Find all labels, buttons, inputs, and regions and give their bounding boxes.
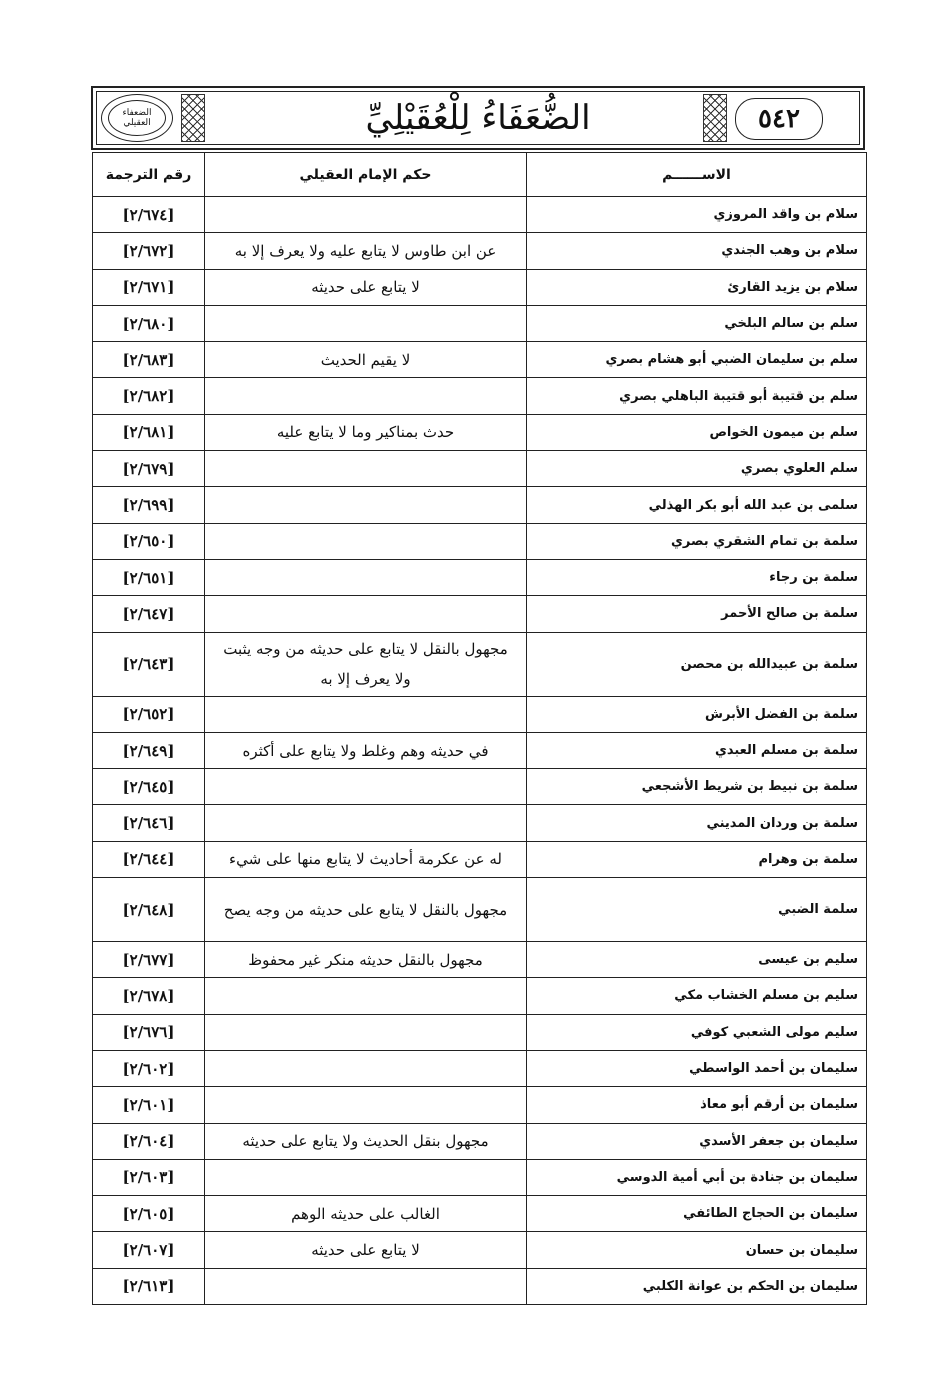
entry-number: [٢/٦٠٤] bbox=[93, 1123, 205, 1159]
entry-number: [٢/٦٧٤] bbox=[93, 197, 205, 233]
entry-number: [٢/٦٠١] bbox=[93, 1087, 205, 1123]
aqili-verdict bbox=[205, 197, 527, 233]
entry-number: [٢/٦٨١] bbox=[93, 414, 205, 450]
narrator-name: سلمة بن صالح الأحمر bbox=[527, 596, 867, 632]
narrator-name: سلمة بن تمام الشقري بصري bbox=[527, 523, 867, 559]
narrator-name: سلم بن ميمون الخواص bbox=[527, 414, 867, 450]
entry-number: [٢/٦٧٦] bbox=[93, 1014, 205, 1050]
narrator-name: سليمان بن أرقم أبو معاذ bbox=[527, 1087, 867, 1123]
aqili-verdict: مجهول بالنقل لا يتابع على حديثه من وجه يصح bbox=[205, 878, 527, 942]
narrator-name: سلمة بن وهرام bbox=[527, 841, 867, 877]
table-row bbox=[93, 1050, 867, 1086]
page-number: ٥٤٢ bbox=[735, 98, 823, 140]
entry-number: [٢/٦٤٩] bbox=[93, 732, 205, 768]
table-row bbox=[93, 559, 867, 595]
entry-number: [٢/٦٧٨] bbox=[93, 978, 205, 1014]
entry-number: [٢/٦٧١] bbox=[93, 269, 205, 305]
aqili-verdict: لا يتابع على حديثه bbox=[205, 1232, 527, 1268]
narrator-name: سلام بن واقد المروزي bbox=[527, 197, 867, 233]
narrator-name: سليمان بن الحجاج الطائفي bbox=[527, 1196, 867, 1232]
table-row bbox=[93, 1196, 867, 1232]
table-row bbox=[93, 197, 867, 233]
aqili-verdict bbox=[205, 559, 527, 595]
table-row bbox=[93, 342, 867, 378]
aqili-verdict: لا يتابع على حديثه bbox=[205, 269, 527, 305]
narrator-name: سليم بن عيسى bbox=[527, 942, 867, 978]
aqili-verdict: في حديثه وهم وغلط ولا يتابع على أكثره bbox=[205, 732, 527, 768]
table-row bbox=[93, 305, 867, 341]
narrator-name: سلمة الضبي bbox=[527, 878, 867, 942]
aqili-verdict bbox=[205, 1050, 527, 1086]
aqili-verdict bbox=[205, 523, 527, 559]
table-row bbox=[93, 878, 867, 942]
narrator-name: سلمة بن نبيط بن شريط الأشجعي bbox=[527, 769, 867, 805]
entry-number: [٢/٦٠٧] bbox=[93, 1232, 205, 1268]
entry-number: [٢/٦٤٣] bbox=[93, 632, 205, 696]
narrators-table bbox=[92, 152, 867, 1305]
entry-number: [٢/٦٠٥] bbox=[93, 1196, 205, 1232]
aqili-verdict: الغالب على حديثه الوهم bbox=[205, 1196, 527, 1232]
aqili-verdict bbox=[205, 1268, 527, 1304]
narrator-name: سليم بن مسلم الخشاب مكي bbox=[527, 978, 867, 1014]
aqili-verdict bbox=[205, 1087, 527, 1123]
entry-number: [٢/٦٥٠] bbox=[93, 523, 205, 559]
column-header-name: الاســــــم bbox=[527, 153, 867, 197]
aqili-verdict bbox=[205, 451, 527, 487]
narrator-name: سلمة بن مسلم العبدي bbox=[527, 732, 867, 768]
aqili-verdict: مجهول بالنقل لا يتابع على حديثه من وجه يثبت ولا يعرف إلا به bbox=[205, 632, 527, 696]
narrator-name: سليمان بن جنادة بن أبي أمية الدوسي bbox=[527, 1159, 867, 1195]
aqili-verdict bbox=[205, 805, 527, 841]
entry-number: [٢/٦٠٢] bbox=[93, 1050, 205, 1086]
narrator-name: سلم بن قتيبة أبو قتيبة الباهلي بصري bbox=[527, 378, 867, 414]
table-row bbox=[93, 841, 867, 877]
narrator-name: سلمة بن وردان المديني bbox=[527, 805, 867, 841]
narrator-name: سلم بن سالم البلخي bbox=[527, 305, 867, 341]
book-title: الضُّعَفَاءُ لِلْعُقَيْلِيِّ bbox=[365, 98, 591, 138]
table-row bbox=[93, 1268, 867, 1304]
entry-number: [٢/٦٥٢] bbox=[93, 696, 205, 732]
table-row bbox=[93, 769, 867, 805]
table-row bbox=[93, 233, 867, 269]
table-row bbox=[93, 378, 867, 414]
aqili-verdict bbox=[205, 487, 527, 523]
entry-number: [٢/٦٧٢] bbox=[93, 233, 205, 269]
table-row bbox=[93, 523, 867, 559]
narrator-name: سلم بن سليمان الضبي أبو هشام بصري bbox=[527, 342, 867, 378]
table-row bbox=[93, 414, 867, 450]
aqili-verdict: له عن عكرمة أحاديث لا يتابع منها على شيء bbox=[205, 841, 527, 877]
table-row bbox=[93, 596, 867, 632]
aqili-verdict: عن ابن طاوس لا يتابع عليه ولا يعرف إلا به bbox=[205, 233, 527, 269]
table-header-row bbox=[93, 153, 867, 197]
seal-text: الضعفاء العقيلي bbox=[108, 100, 166, 136]
table-body bbox=[93, 197, 867, 1305]
table-row bbox=[93, 696, 867, 732]
aqili-verdict bbox=[205, 596, 527, 632]
aqili-verdict bbox=[205, 378, 527, 414]
narrator-name: سليمان بن حسان bbox=[527, 1232, 867, 1268]
narrator-name: سلم العلوي بصري bbox=[527, 451, 867, 487]
entry-number: [٢/٦١٣] bbox=[93, 1268, 205, 1304]
aqili-verdict bbox=[205, 1159, 527, 1195]
aqili-verdict bbox=[205, 696, 527, 732]
narrator-name: سلمى بن عبد الله أبو بكر الهذلي bbox=[527, 487, 867, 523]
entry-number: [٢/٦٩٩] bbox=[93, 487, 205, 523]
entry-number: [٢/٦٨٢] bbox=[93, 378, 205, 414]
narrator-name: سلمة بن عبيدالله بن محصن bbox=[527, 632, 867, 696]
entry-number: [٢/٦٤٨] bbox=[93, 878, 205, 942]
narrator-name: سليمان بن الحكم بن عوانة الكلبي bbox=[527, 1268, 867, 1304]
table-row bbox=[93, 1014, 867, 1050]
narrator-name: سلام بن وهب الجندي bbox=[527, 233, 867, 269]
aqili-verdict bbox=[205, 978, 527, 1014]
narrator-name: سليمان بن أحمد الواسطي bbox=[527, 1050, 867, 1086]
entry-number: [٢/٦٨٣] bbox=[93, 342, 205, 378]
table-row bbox=[93, 732, 867, 768]
table-row bbox=[93, 1123, 867, 1159]
aqili-verdict: مجهول بنقل الحديث ولا يتابع على حديثه bbox=[205, 1123, 527, 1159]
entry-number: [٢/٦٧٧] bbox=[93, 942, 205, 978]
page-header-banner bbox=[91, 86, 865, 150]
entry-number: [٢/٦٨٠] bbox=[93, 305, 205, 341]
entry-number: [٢/٦٤٥] bbox=[93, 769, 205, 805]
table-row bbox=[93, 632, 867, 696]
aqili-verdict bbox=[205, 769, 527, 805]
column-header-ref: رقم الترجمة bbox=[93, 153, 205, 197]
narrator-name: سلمة بن الفضل الأبرش bbox=[527, 696, 867, 732]
aqili-verdict bbox=[205, 1014, 527, 1050]
aqili-verdict: مجهول بالنقل حديثه منكر غير محفوظ bbox=[205, 942, 527, 978]
entry-number: [٢/٦٥١] bbox=[93, 559, 205, 595]
table-row bbox=[93, 1159, 867, 1195]
narrator-name: سليمان بن جعفر الأسدي bbox=[527, 1123, 867, 1159]
table-row bbox=[93, 487, 867, 523]
aqili-verdict: لا يقيم الحديث bbox=[205, 342, 527, 378]
table-row bbox=[93, 1232, 867, 1268]
table-row bbox=[93, 805, 867, 841]
table-row bbox=[93, 978, 867, 1014]
entry-number: [٢/٦٤٧] bbox=[93, 596, 205, 632]
narrator-name: سلمة بن رجاء bbox=[527, 559, 867, 595]
narrator-name: سليم مولى الشعبي كوفي bbox=[527, 1014, 867, 1050]
narrator-name: سلام بن يزيد القارئ bbox=[527, 269, 867, 305]
table-row bbox=[93, 451, 867, 487]
entry-number: [٢/٦٠٣] bbox=[93, 1159, 205, 1195]
entry-number: [٢/٦٤٦] bbox=[93, 805, 205, 841]
entry-number: [٢/٦٧٩] bbox=[93, 451, 205, 487]
entry-number: [٢/٦٤٤] bbox=[93, 841, 205, 877]
table-row bbox=[93, 269, 867, 305]
aqili-verdict: حدث بمناكير وما لا يتابع عليه bbox=[205, 414, 527, 450]
table-row bbox=[93, 1087, 867, 1123]
table-row bbox=[93, 942, 867, 978]
aqili-verdict bbox=[205, 305, 527, 341]
column-header-verdict: حكم الإمام العقيلي bbox=[205, 153, 527, 197]
